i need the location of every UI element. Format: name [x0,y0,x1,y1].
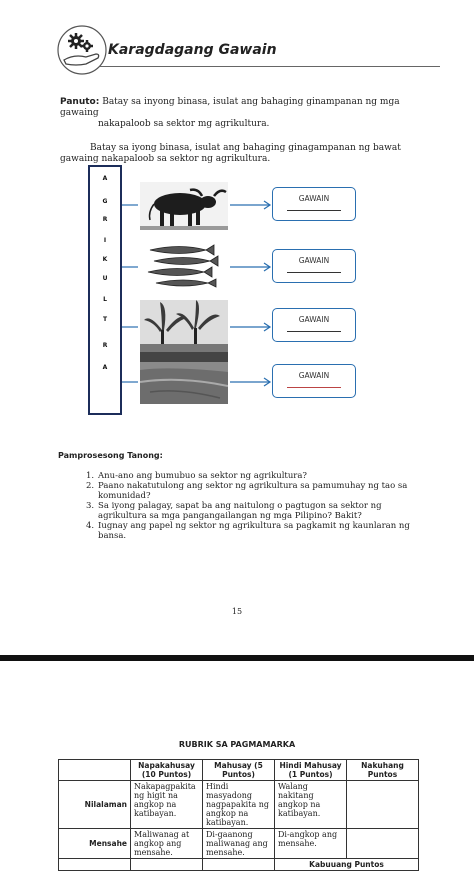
rubric-cell: Di-angkop ang mensahe. [275,829,347,859]
page-divider [0,655,474,661]
question-item [86,471,416,481]
question-number: 1. [86,471,95,481]
agri-letter: G [102,198,108,205]
gawain-label: GAWAIN [298,371,330,380]
answer-line [287,210,341,211]
gears-hand-icon [56,24,108,76]
gawain-label: GAWAIN [298,256,330,265]
fish-image [140,242,228,290]
instructions-line-1: Batay sa inyong binasa, isulat ang bahaging ginampanan ng mga gawaing [60,97,400,118]
rubric-cell: Nakapagpakita ng higit na angkop na katibayan. [131,781,203,829]
questions-list [86,471,416,541]
answer-line [287,272,341,273]
rubric-total-label: Kabuuang Puntos [275,859,419,871]
agri-letter: R [102,216,108,223]
gawain-answer-box[interactable] [272,364,356,398]
rubric-header-cell: Hindi Mahusay (1 Puntos) [275,760,347,781]
rubric-cell: Hindi masyadong nagpapakita ng angkop na katibayan. [203,781,275,829]
agri-letter: U [102,275,108,282]
worksheet-title: Karagdagang Gawain [108,42,277,58]
rubric-title: RUBRIK SA PAGMAMARKA [178,740,296,749]
rubric-cell: Di-gaanong maliwanag ang mensahe. [203,829,275,859]
questions-title: Pamprosesong Tanong: [58,451,163,460]
answer-line [287,387,341,388]
rubric-empty-cell [59,859,131,871]
instructions-label: Panuto: [60,97,100,107]
rubric-criterion: Mensahe [59,829,131,859]
gawain-label: GAWAIN [298,315,330,324]
instructions [60,97,425,130]
agri-letter: A [102,364,108,371]
question-item [86,501,416,521]
rubric-row [59,781,419,829]
agri-letter: A [102,175,108,182]
rubric-table [58,759,419,871]
gawain-answer-box[interactable] [272,308,356,342]
gawain-answer-box[interactable] [272,187,356,221]
agrikultura-box [88,165,122,415]
agri-letter: I [103,237,107,244]
instructions-line-2: nakapaloob sa sektor mg agrikultura. [98,119,270,129]
rubric-cell: Walang nakitang angkop na katibayan. [275,781,347,829]
question-text: Sa iyong palagay, sapat ba ang naitulong o pagtugon sa sektor ng agrikultura sa mga pangangailangan ng mga Pilipino? Bakit? [98,501,382,521]
rubric-header-cell: Nakuhang Puntos [347,760,419,781]
rubric-score-cell[interactable] [347,829,419,859]
sub-instruction-line-1: Batay sa iyong binasa, isulat ang bahaging ginagampanan ng bawat [90,143,401,153]
rubric-score-cell[interactable] [347,781,419,829]
sub-instruction-line-2: gawaing nakapaloob sa sektor ng agrikultura. [60,154,271,164]
rubric-total-row [59,859,419,871]
question-number: 3. [86,501,95,511]
rubric-header-cell: Napakahusay (10 Puntos) [131,760,203,781]
page-number: 15 [231,607,243,616]
worksheet-header [50,20,440,80]
question-number: 4. [86,521,95,531]
rubric-empty-cell [203,859,275,871]
question-number: 2. [86,481,95,491]
tree-plantation-image [140,300,228,352]
question-text: Anu-ano ang bumubuo sa sektor ng agrikultura? [98,471,307,481]
agri-letter: K [102,256,108,263]
farmland-image [140,352,228,404]
rubric-row [59,829,419,859]
agri-letter: T [102,316,108,323]
agri-letter: L [103,296,107,303]
rubric-empty-cell [131,859,203,871]
rubric-cell: Maliwanag at angkop ang mensahe. [131,829,203,859]
answer-line [287,331,341,332]
header-underline [100,66,440,67]
sub-instruction [60,143,425,165]
rubric-header-cell: Mahusay (5 Puntos) [203,760,275,781]
question-item [86,521,416,541]
gawain-answer-box[interactable] [272,249,356,283]
agri-letter: R [102,342,108,349]
rubric-header-row [59,760,419,781]
question-item [86,481,416,501]
gawain-label: GAWAIN [298,194,330,203]
carabao-image [140,182,228,230]
rubric-header-cell [59,760,131,781]
question-text: Iugnay ang papel ng sektor ng agrikultura sa pagkamit ng kaunlaran ng bansa. [98,521,410,541]
rubric-criterion: Nilalaman [59,781,131,829]
question-text: Paano nakatutulong ang sektor ng agrikultura sa pamumuhay ng tao sa komunidad? [98,481,408,501]
